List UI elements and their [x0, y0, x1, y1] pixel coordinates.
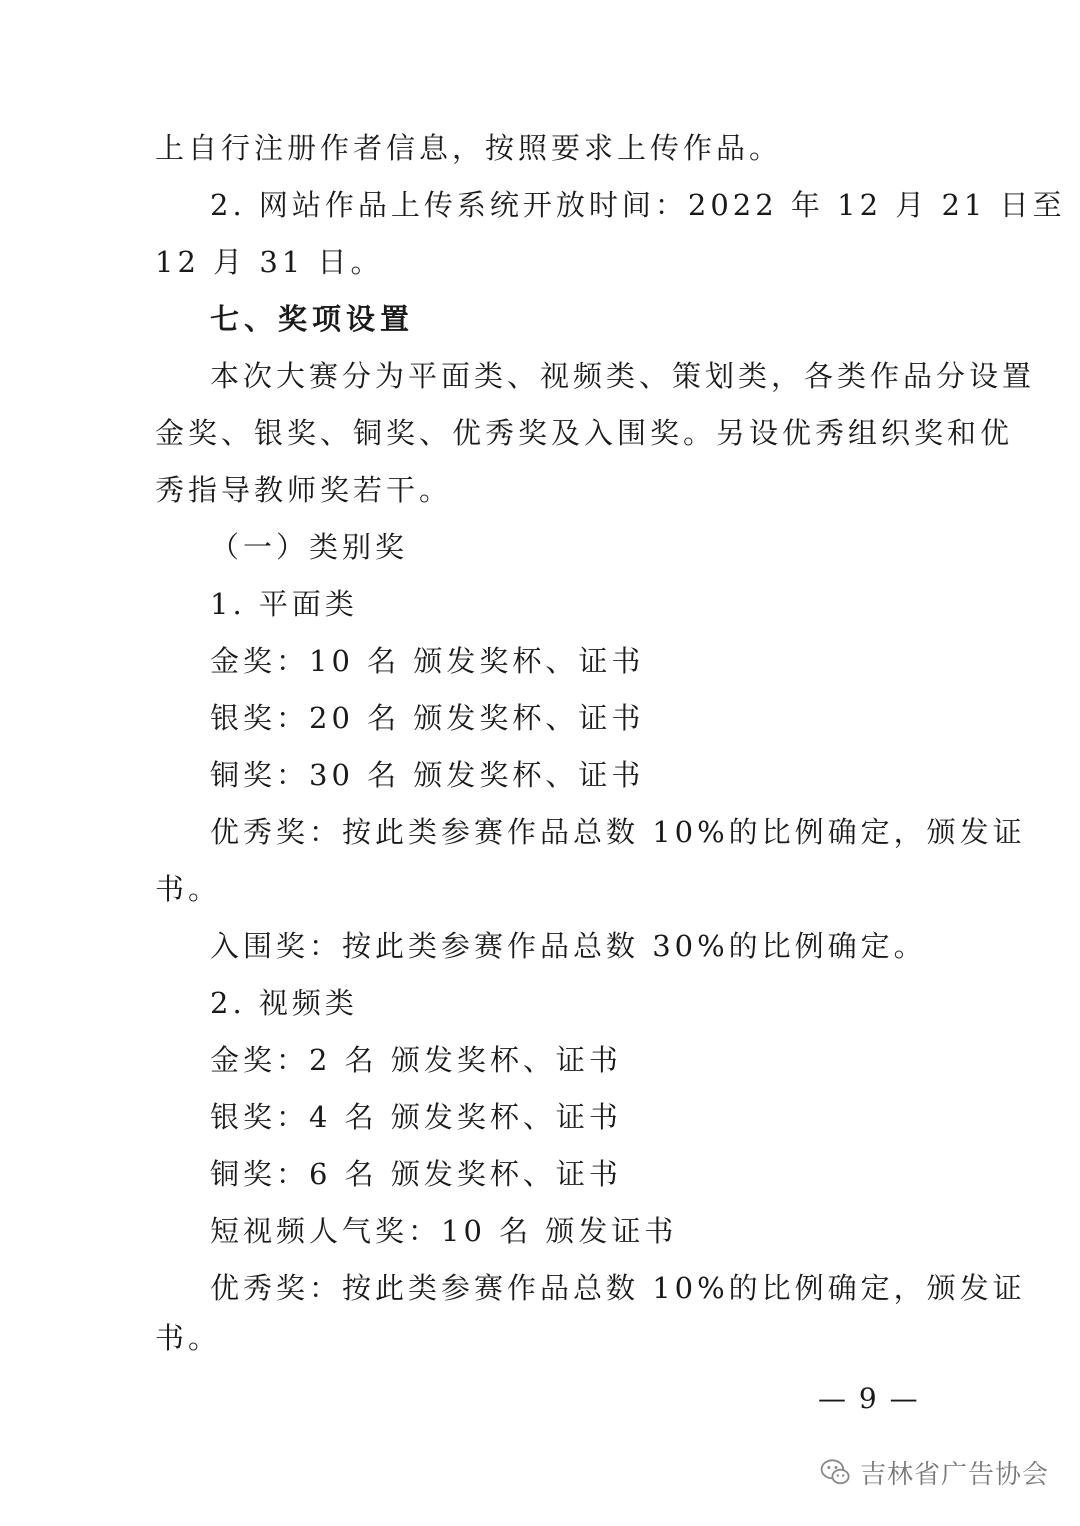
award-line: 入围奖：按此类参赛作品总数 30%的比例确定。: [210, 929, 927, 963]
award-line: 短视频人气奖：10 名 颁发证书: [210, 1214, 678, 1248]
watermark-text: 吉林省广告协会: [860, 1459, 1050, 1490]
award-line: 铜奖：6 名 颁发奖杯、证书: [210, 1157, 622, 1191]
text-line: 书。: [155, 1321, 222, 1355]
award-line: 银奖：4 名 颁发奖杯、证书: [210, 1100, 622, 1134]
award-line: 金奖：2 名 颁发奖杯、证书: [210, 1043, 622, 1077]
text-line: 金奖、银奖、铜奖、优秀奖及入围奖。另设优秀组织奖和优: [155, 416, 1014, 450]
text-line: 本次大赛分为平面类、视频类、策划类，各类作品分设置: [210, 359, 1036, 393]
text-line: 12 月 31 日。: [155, 245, 384, 279]
wechat-icon: [818, 1454, 854, 1490]
text-line: 上自行注册作者信息，按照要求上传作品。: [155, 131, 783, 165]
award-line: 铜奖：30 名 颁发奖杯、证书: [210, 758, 645, 792]
page-number: — 9 —: [818, 1382, 920, 1415]
award-line: 优秀奖：按此类参赛作品总数 10%的比例确定，颁发证: [210, 1271, 1026, 1305]
award-line: 银奖：20 名 颁发奖杯、证书: [210, 701, 645, 735]
section-heading: 七、奖项设置: [210, 302, 415, 336]
award-line: 优秀奖：按此类参赛作品总数 10%的比例确定，颁发证: [210, 815, 1026, 849]
watermark: [818, 1452, 1049, 1492]
text-line: 秀指导教师奖若干。: [155, 473, 453, 507]
text-line: 书。: [155, 872, 222, 906]
award-line: 金奖：10 名 颁发奖杯、证书: [210, 644, 645, 678]
category-heading: 1. 平面类: [210, 587, 358, 621]
category-heading: 2. 视频类: [210, 986, 358, 1020]
subsection-heading: （一）类别奖: [210, 530, 409, 564]
text-line: 2. 网站作品上传系统开放时间：2022 年 12 月 21 日至: [210, 188, 1066, 222]
